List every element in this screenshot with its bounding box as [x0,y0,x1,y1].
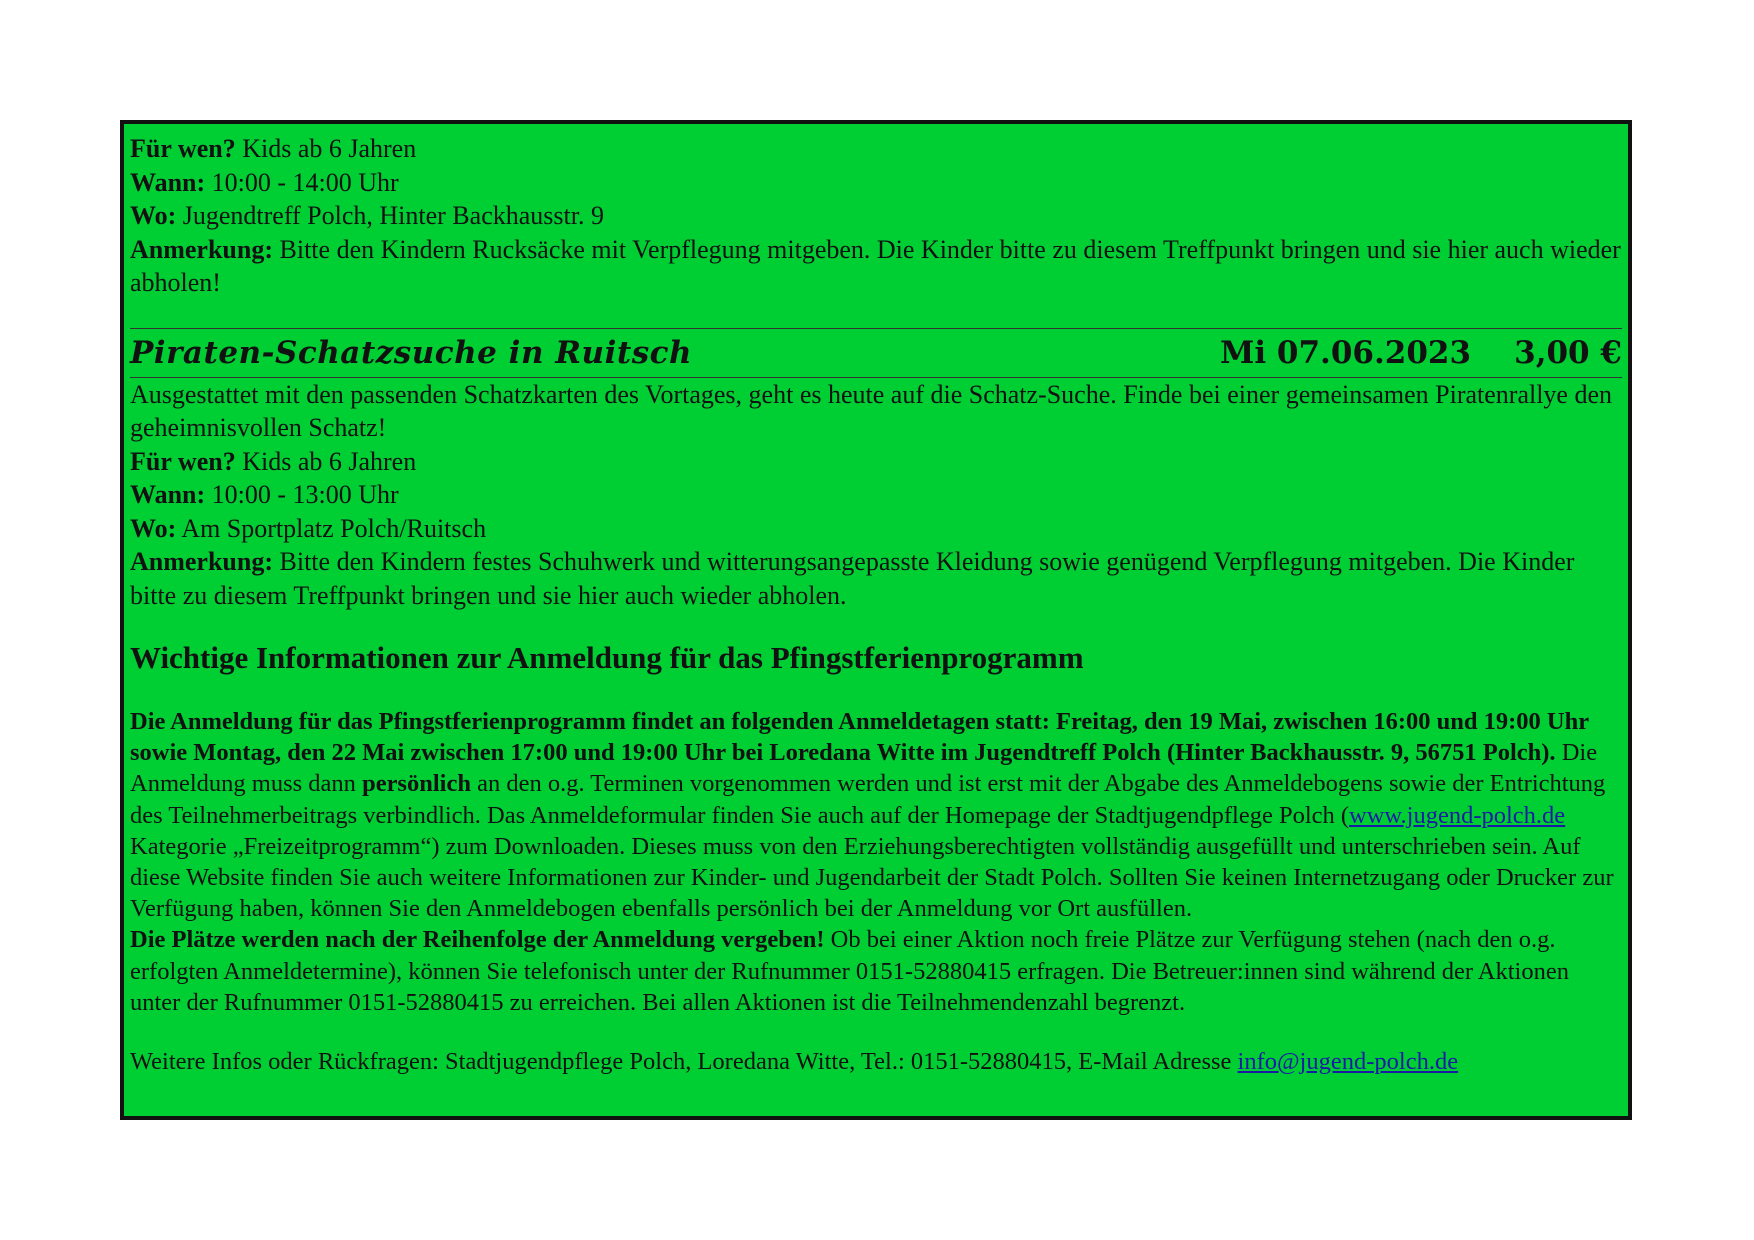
registration-heading: Wichtige Informationen zur Anmeldung für das Pfingstferienprogramm [130,640,1084,675]
event2-details [130,378,1622,613]
event2-when: Wann: 10:00 - 13:00 Uhr [130,480,399,509]
event2-title: Piraten-Schatzsuche in Ruitsch [130,334,693,371]
event2-who: Für wen? Kids ab 6 Jahren [130,446,417,476]
program-page-box [120,120,1632,1120]
event1-when: Wann: 10:00 - 14:00 Uhr [130,167,399,197]
registration-info [130,706,1622,1018]
event2-date: Mi 07.06.2023 [1220,334,1472,371]
event1-note: Anmerkung: Bitte den Kindern Rucksäcke mit Verpflegung mitgeben. Die Kinder bitte zu diesem Treffpunkt bringen und sie hier auch wieder abholen! [130,234,1621,297]
contact-footer: Weitere Infos oder Rückfragen: Stadtjugendpflege Polch, Loredana Witte, Tel.: 0151-52880415, E-Mail Adresse info@jugend-polch.de [130,1048,1459,1076]
event2-where: Wo: Am Sportplatz Polch/Ruitsch [130,513,487,543]
event1-who: Für wen? Kids ab 6 Jahren [130,134,417,163]
event2-description: Ausgestattet mit den passenden Schatzkarten des Vortages, geht es heute auf die Schatz-Suche. Finde bei einer gemeinsamen Piratenrallye den geheimnisvollen Schatz! [130,379,1613,442]
event1-where: Wo: Jugendtreff Polch, Hinter Backhausstr. 9 [130,201,604,230]
event2-price: 3,00 € [1514,334,1622,371]
homepage-link[interactable]: www.jugend-polch.de [1349,801,1566,829]
event2-header [130,328,1622,378]
event2-note: Anmerkung: Bitte den Kindern festes Schuhwerk und witterungsangepasste Kleidung sowie genügend Verpflegung mitgeben. Die Kinder bitte zu diesem Treffpunkt bringen und sie hier auch wieder abholen. [130,547,1575,610]
registration-paragraph: Die Anmeldung für das Pfingstferienprogramm findet an folgenden Anmeldetagen statt: Freitag, den 19 Mai, zwischen 16:00 und 19:00 Uhr sowie Montag, den 22 Mai zwischen 17:00 und 19:00 Uhr bei Loredana Witte im Jugendtreff Polch (Hinter Backhausstr. 9, 56751 Polch). Die Anmeldung muss dann persönlich an den o.g. Terminen vorgenommen werden und ist erst mit der Abgabe des Anmeldebogens sowie der Entrichtung des Teilnehmerbeitrags verbindlich. Das Anmeldeformular finden Sie auch auf der Homepage der Stadtjugendpflege Polch (www.jugend-polch.de Kategorie „Freizeitprogramm“) zum Downloaden. Dieses muss von den Erziehungsberechtigten vollständig ausgefüllt und unterschrieben sein. Auf diese Website finden Sie auch weitere Informationen zur Kinder- und Jugendarbeit der Stadt Polch. Sollten Sie keinen Internetzugang oder Drucker zur Verfügung haben, können Sie den Anmeldebogen ebenfalls persönlich bei der Anmeldung vor Ort ausfüllen. [130,708,1614,923]
places-paragraph: Die Plätze werden nach der Reihenfolge der Anmeldung vergeben! Ob bei einer Aktion noch freie Plätze zur Verfügung stehen (nach den o.g. erfolgten Anmeldetermine), können Sie telefonisch unter der Rufnummer 0151-52880415 erfragen. Die Betreuer:innen sind während der Aktionen unter der Rufnummer 0151-52880415 zu erreichen. Bei allen Aktionen ist die Teilnehmendenzahl begrenzt. [130,926,1569,1016]
email-link[interactable]: info@jugend-polch.de [1237,1048,1459,1076]
event1-details [130,132,1622,300]
